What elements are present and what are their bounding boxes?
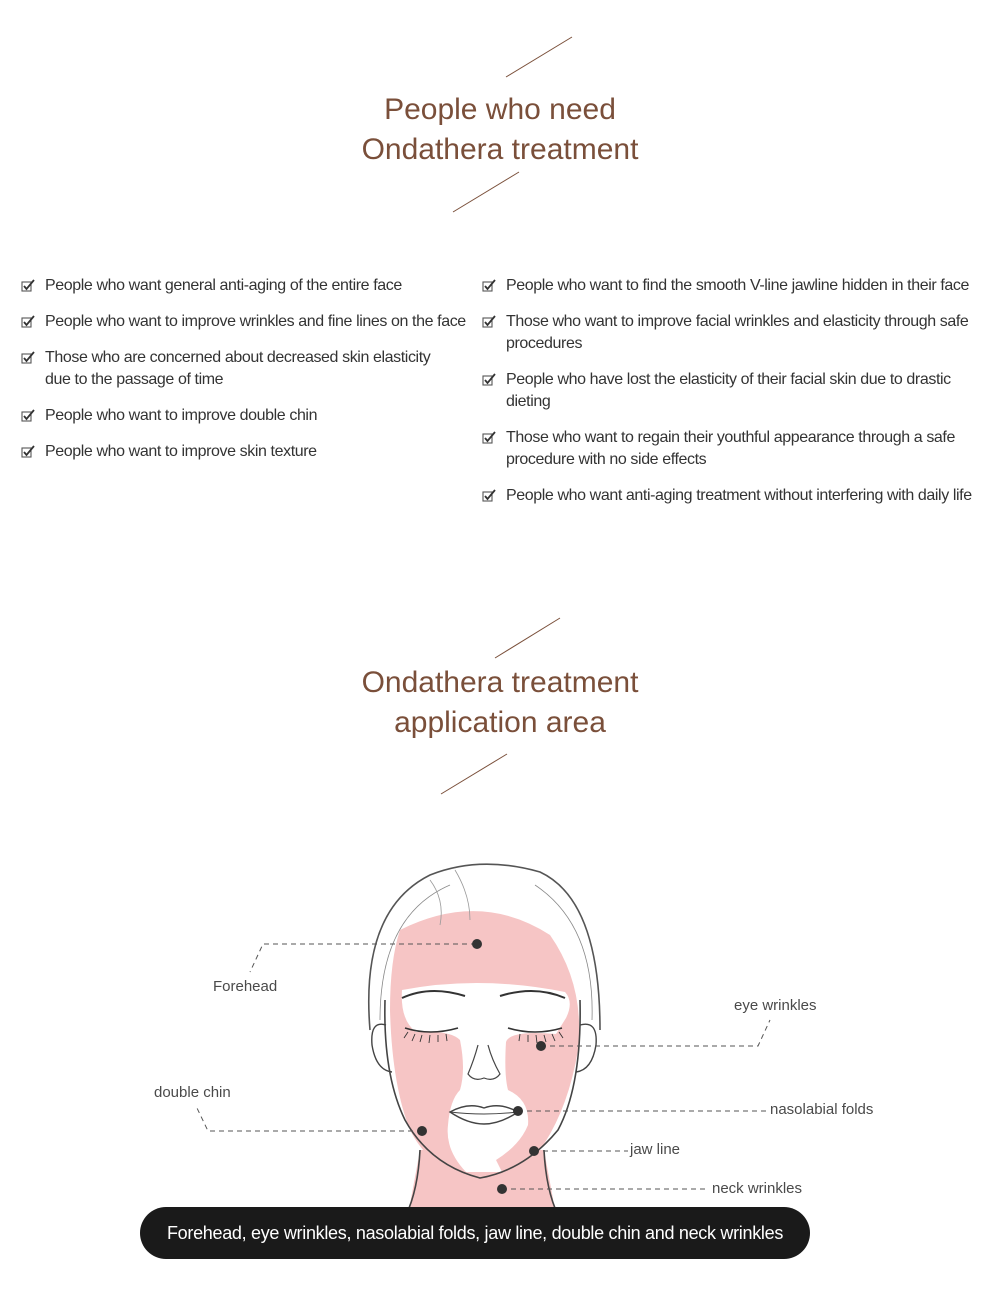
list-item-text: People who have lost the elasticity of their facial skin due to drastic (506, 371, 951, 388)
list-item-text: Those who want to regain their youthful appearance through a safe (506, 429, 955, 446)
list-item-text-cont: procedure with no side effects (506, 451, 707, 468)
marker-forehead (472, 939, 482, 949)
list-item-text: People who want anti-aging treatment without interfering with daily life (506, 487, 972, 504)
summary-banner: Forehead, eye wrinkles, nasolabial folds, jaw line, double chin and neck wrinkles (140, 1207, 810, 1259)
marker-neck (497, 1184, 507, 1194)
title-line-2: Ondathera treatment (361, 133, 639, 166)
title-line-1: Ondathera treatment (361, 666, 639, 699)
list-item-text: People who want to improve double chin (45, 407, 318, 424)
label-neck-wrinkles: neck wrinkles (712, 1180, 803, 1197)
list-item-text-cont: dieting (506, 393, 551, 410)
title-line-1: People who need (384, 93, 616, 126)
list-item-text: People who want to improve wrinkles and fine lines on the face (45, 313, 466, 330)
title-line-2: application area (394, 706, 606, 739)
list-item-text-cont: due to the passage of time (45, 371, 224, 388)
marker-eye-wrinkles (536, 1041, 546, 1051)
label-eye-wrinkles: eye wrinkles (734, 997, 817, 1014)
list-item-text: People who want to find the smooth V-line jawline hidden in their face (506, 277, 969, 294)
leader-double-chin (196, 1106, 422, 1131)
label-jaw-line: jaw line (630, 1141, 681, 1158)
list-item-text: Those who are concerned about decreased skin elasticity (45, 349, 431, 366)
label-forehead: Forehead (213, 978, 278, 995)
label-nasolabial-folds: nasolabial folds (770, 1101, 874, 1118)
list-item-text-cont: procedures (506, 335, 583, 352)
label-double-chin: double chin (154, 1084, 231, 1101)
marker-nasolabial (513, 1106, 523, 1116)
list-item-text: Those who want to improve facial wrinkles and elasticity through safe (506, 313, 969, 330)
marker-jaw-line (529, 1146, 539, 1156)
list-item-text: People who want to improve skin texture (45, 443, 317, 460)
marker-double-chin (417, 1126, 427, 1136)
list-item-text: People who want general anti-aging of the entire face (45, 277, 402, 294)
